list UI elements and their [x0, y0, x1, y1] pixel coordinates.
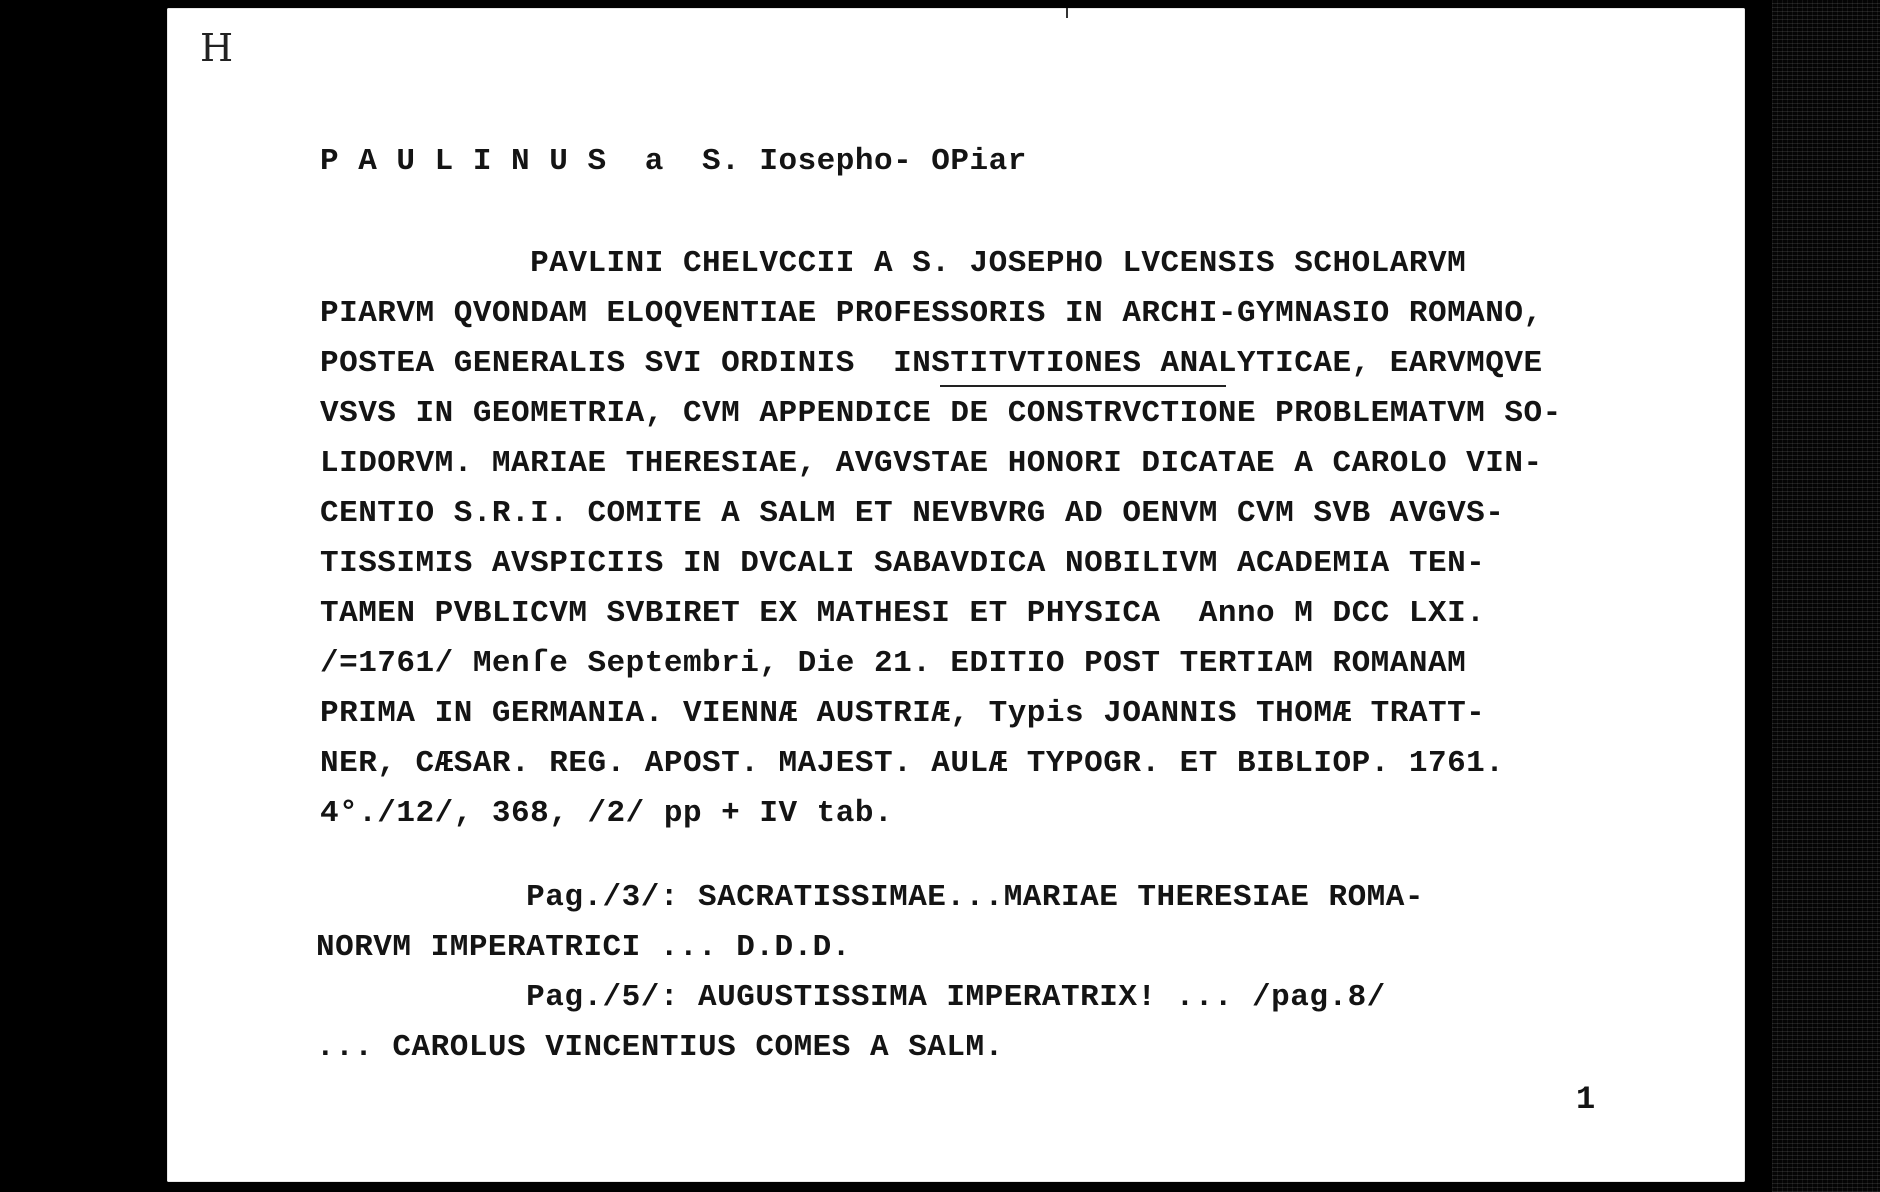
entry-line: VSVS IN GEOMETRIA, CVM APPENDICE DE CONSTRVCTIONE PROBLEMATVM SO- [320, 396, 1562, 431]
entry-line: CENTIO S.R.I. COMITE A SALM ET NEVBVRG AD OENVM CVM SVB AVGVS- [320, 496, 1505, 531]
note-line: Pag./3/: SACRATISSIMAE...MARIAE THERESIAE ROMA- [316, 880, 1424, 915]
scan-edge [1772, 0, 1880, 1192]
entry-line: TISSIMIS AVSPICIIS IN DVCALI SABAVDICA NOBILIVM ACADEMIA TEN- [320, 546, 1486, 581]
entry-line: LIDORVM. MARIAE THERESIAE, AVGVSTAE HONORI DICATAE A CAROLO VIN- [320, 446, 1543, 481]
entry-line: PIARVM QVONDAM ELOQVENTIAE PROFESSORIS IN ARCHI-GYMNASIO ROMANO, [320, 296, 1543, 331]
note-line: NORVM IMPERATRICI ... D.D.D. [316, 930, 851, 965]
note-line: Pag./5/: AUGUSTISSIMA IMPERATRIX! ... /pag.8/ [316, 980, 1386, 1015]
entry-line: TAMEN PVBLICVM SVBIRET EX MATHESI ET PHYSICA Anno M DCC LXI. [320, 596, 1486, 631]
entry-line: PRIMA IN GERMANIA. VIENNÆ AUSTRIÆ, Typis JOANNIS THOMÆ TRATT- [320, 696, 1486, 731]
entry-line: PAVLINI CHELVCCII A S. JOSEPHO LVCENSIS SCHOLARVM [320, 246, 1467, 281]
entry-line: NER, CÆSAR. REG. APOST. MAJEST. AULÆ TYPOGR. ET BIBLIOP. 1761. [320, 746, 1505, 781]
corner-mark: H [200, 26, 234, 70]
collation-line: 4°./12/, 368, /2/ pp + IV tab. [320, 796, 894, 831]
entry-line: POSTEA GENERALIS SVI ORDINIS INSTITVTIONES ANALYTICAE, EARVMQVE [320, 346, 1543, 381]
note-line: ... CAROLUS VINCENTIUS COMES A SALM. [316, 1030, 1004, 1065]
heading: P A U L I N U S a S. Iosepho- OPiar [320, 144, 1027, 179]
punch-mark [1066, 8, 1068, 18]
title-underline [940, 385, 1226, 387]
entry-line: /=1761/ Menſe Septembri, Die 21. EDITIO POST TERTIAM ROMANAM [320, 646, 1467, 681]
page-number: 1 [1576, 1081, 1596, 1118]
